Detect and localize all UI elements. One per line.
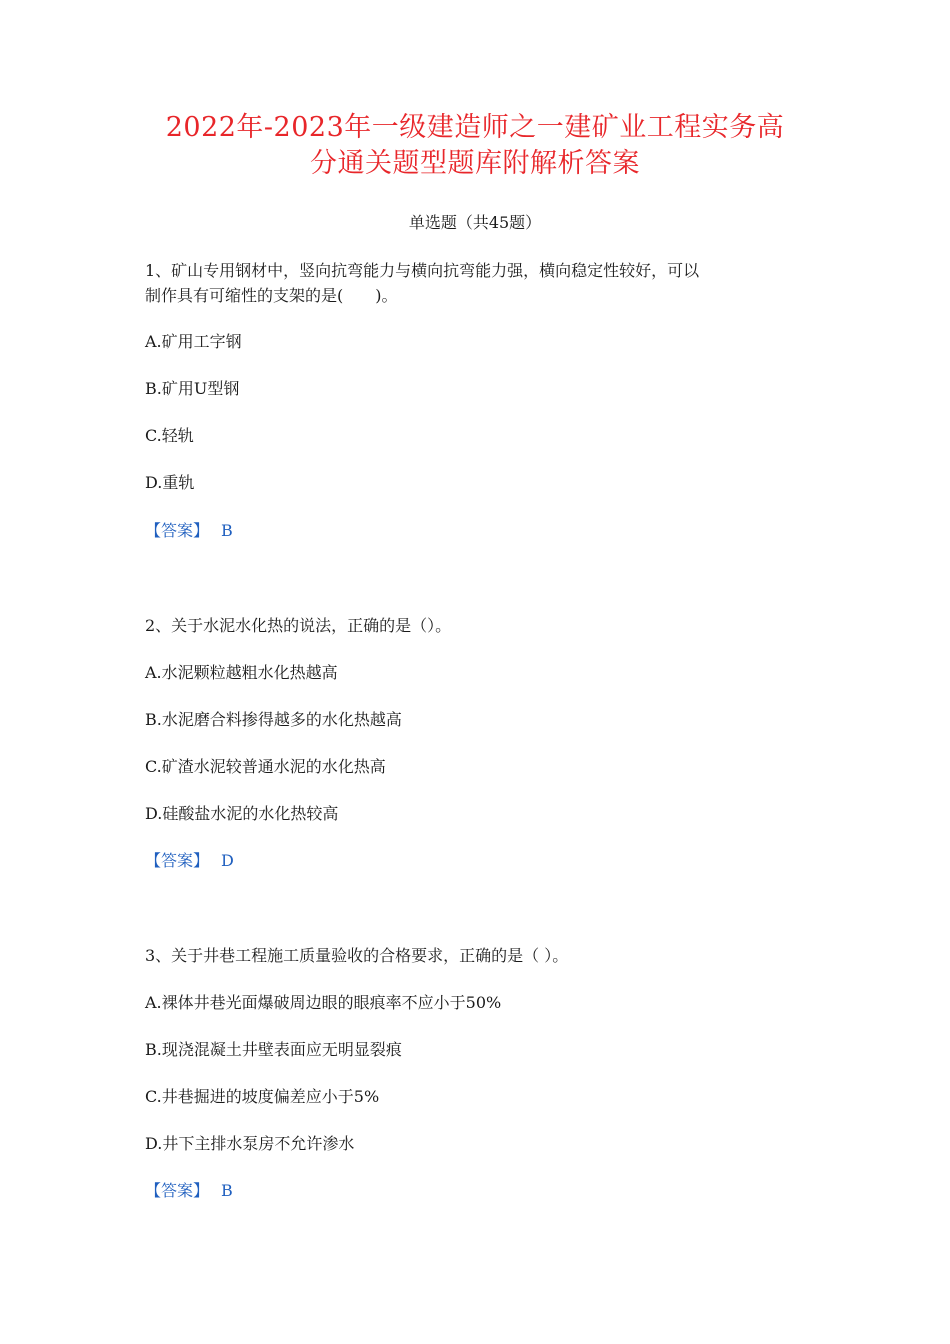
question-2-option-a: A.水泥颗粒越粗水化热越高 — [145, 663, 338, 682]
question-1-option-a: A.矿用工字钢 — [145, 332, 242, 351]
question-1-answer — [145, 519, 825, 543]
question-2-option-d: D.硅酸盐水泥的水化热较高 — [145, 804, 339, 823]
answer-value: B — [221, 1181, 233, 1200]
document-title-line-2: 分通关题型题库附解析答案 — [310, 148, 640, 179]
answer-label: 【答案】 — [145, 521, 210, 540]
document-title-line-1: 2022年-2023年一级建造师之一建矿业工程实务高 — [165, 112, 785, 143]
question-1-option-c: C.轻轨 — [145, 426, 194, 445]
answer-label: 【答案】 — [145, 1181, 210, 1200]
question-1-option-b: B.矿用U型钢 — [145, 379, 240, 398]
question-3-option-c: C.井巷掘进的坡度偏差应小于5% — [145, 1087, 380, 1106]
question-2-answer — [145, 849, 825, 873]
question-2-option-b: B.水泥磨合料掺得越多的水化热越高 — [145, 710, 402, 729]
question-1-option-d: D.重轨 — [145, 473, 195, 492]
question-3-answer — [145, 1179, 825, 1203]
question-1-stem-line-1: 1、矿山专用钢材中，竖向抗弯能力与横向抗弯能力强，横向稳定性较好，可以 — [145, 261, 700, 280]
question-3-option-a: A.裸体井巷光面爆破周边眼的眼痕率不应小于50% — [145, 993, 502, 1012]
answer-label: 【答案】 — [145, 851, 210, 870]
answer-value: D — [221, 851, 234, 870]
question-2-stem-line-1: 2、关于水泥水化热的说法，正确的是（）。 — [145, 616, 452, 635]
answer-value: B — [221, 521, 233, 540]
question-2-option-c: C.矿渣水泥较普通水泥的水化热高 — [145, 757, 386, 776]
question-3-option-b: B.现浇混凝土井壁表面应无明显裂痕 — [145, 1040, 402, 1059]
question-3-stem-line-1: 3、关于井巷工程施工质量验收的合格要求，正确的是（ ）。 — [145, 946, 569, 965]
section-heading: 单选题（共45题） — [408, 213, 542, 232]
question-1-stem-line-2: 制作具有可缩性的支架的是( )。 — [145, 286, 398, 305]
question-3-option-d: D.井下主排水泵房不允许渗水 — [145, 1134, 355, 1153]
